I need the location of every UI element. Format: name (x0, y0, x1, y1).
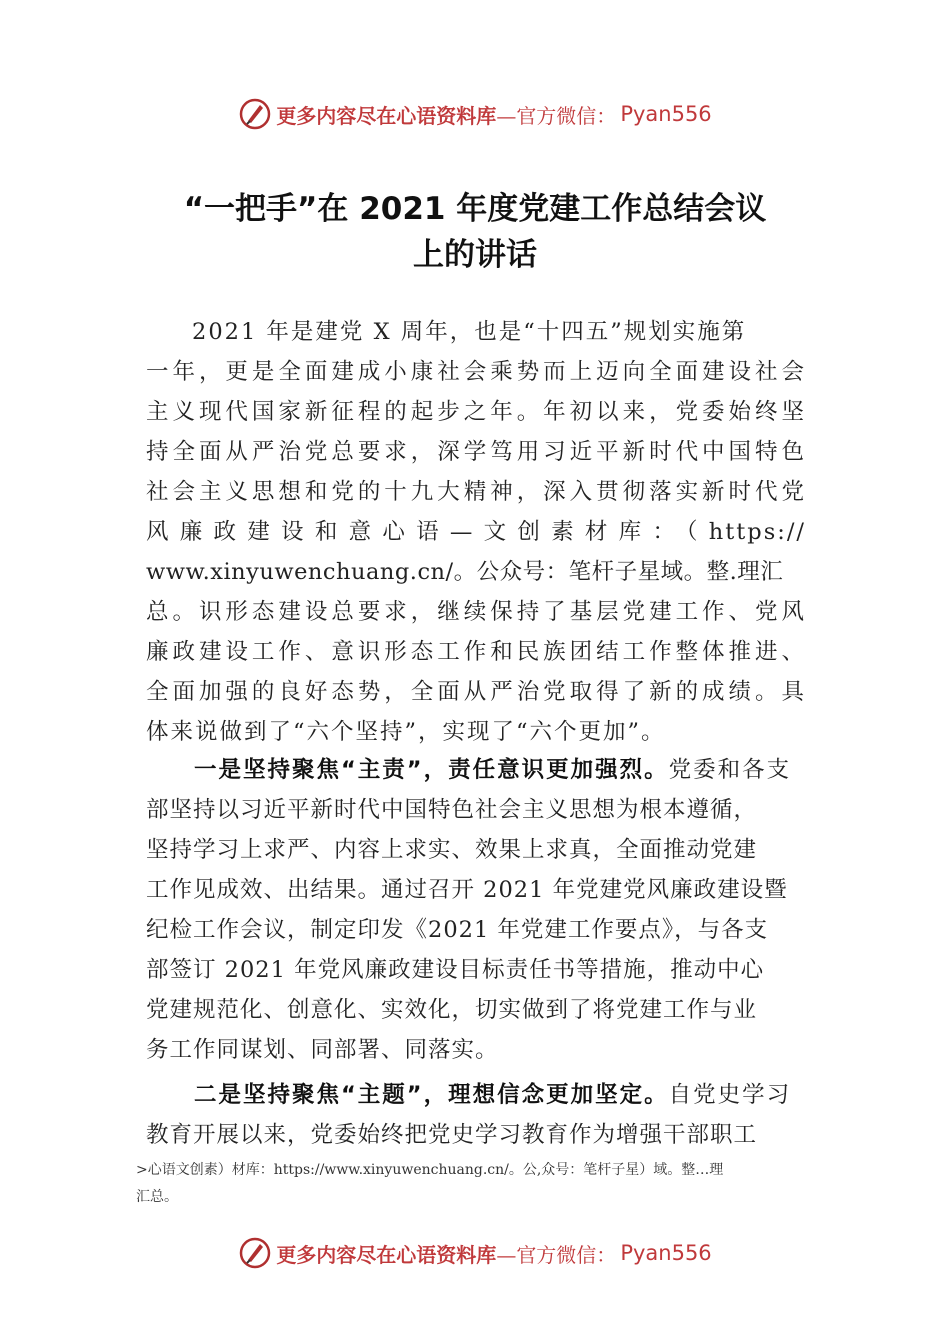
paragraph-3 (146, 1075, 836, 1155)
para1-line: 主义现代国家新征程的起步之年。年初以来，党委始终坚 (146, 399, 806, 425)
banner-separator-text: —官方微信： (496, 1242, 617, 1267)
para1-line: 总。识形态建设总要求，继续保持了基层党建工作、党风 (146, 599, 806, 625)
para2-line: 纪检工作会议，制定印发《2021 年党建工作要点》，与各支 (146, 917, 769, 943)
brush-logo-icon (238, 97, 272, 131)
para2-line: 部签订 2021 年党风廉政建设目标责任书等措施，推动中心 (146, 957, 765, 983)
banner-separator-text: —官方微信： (496, 103, 617, 128)
para1-line: 全面加强的良好态势，全面从严治党取得了新的成绩。具 (146, 679, 806, 705)
banner-wechat-id: Pyan556 (620, 102, 712, 126)
footnote-line: 汇总。 (136, 1189, 178, 1205)
title-line-2: 上的讲话 (413, 237, 537, 273)
banner-main-text: 更多内容尽在心语资料库 (276, 103, 497, 128)
para2-line: 工作见成效、出结果。通过召开 2021 年党建党风廉政建设暨 (146, 877, 788, 903)
para1-line: www.xinyuwenchuang.cn/。公众号：笔杆子星域。整.理汇 (146, 559, 784, 585)
para2-lead-bold: 一是坚持聚焦“主责”，责任意识更加强烈。 (194, 757, 669, 783)
para1-line: 廉政建设工作、意识形态工作和民族团结工作整体推进、 (146, 639, 806, 665)
footnote (136, 1157, 836, 1211)
document-title (100, 186, 850, 278)
banner-main-text: 更多内容尽在心语资料库 (276, 1242, 497, 1267)
para1-line: 一年，更是全面建成小康社会乘势而上迈向全面建设社会 (146, 359, 806, 385)
para2-line: 坚持学习上求严、内容上求实、效果上求真，全面推动党建 (146, 837, 758, 863)
footnote-line: >心语文创素）材库：https://www.xinyuwenchuang.cn/。公,众号：笔杆子星）域。整…理 (136, 1162, 724, 1178)
para1-line: 持全面从严治党总要求，深学笃用习近平新时代中国特色 (146, 439, 806, 465)
para3-lead-rest: 自党史学习 (668, 1082, 792, 1108)
para2-lead-rest: 党委和各支 (668, 757, 792, 783)
para3-line: 教育开展以来，党委始终把党史学习教育作为增强干部职工 (146, 1122, 758, 1148)
para1-line: 社会主义思想和党的十九大精神，深入贯彻落实新时代党 (146, 479, 806, 505)
paragraph-1 (146, 312, 806, 752)
brush-logo-icon (238, 1236, 272, 1270)
paragraph-2 (146, 750, 836, 1070)
footer-banner (0, 1233, 950, 1273)
para2-line: 党建规范化、创意化、实效化，切实做到了将党建工作与业 (146, 997, 758, 1023)
para3-lead-bold: 二是坚持聚焦“主题”，理想信念更加坚定。 (194, 1082, 669, 1108)
para2-line: 务工作同谋划、同部署、同落实。 (146, 1037, 499, 1063)
para2-line: 部坚持以习近平新时代中国特色社会主义思想为根本遵循， (146, 797, 758, 823)
title-line-1: “一把手”在 2021 年度党建工作总结会议 (183, 191, 767, 227)
banner-wechat-id: Pyan556 (620, 1241, 712, 1265)
para1-line: 体来说做到了“六个坚持”，实现了“六个更加”。 (146, 719, 666, 745)
header-banner (0, 94, 950, 134)
para1-line: 2021 年是建党 X 周年，也是“十四五”规划实施第 (192, 319, 747, 345)
para1-line: 风廉政建设和意心语—文创素材库：（https:// (146, 519, 806, 545)
